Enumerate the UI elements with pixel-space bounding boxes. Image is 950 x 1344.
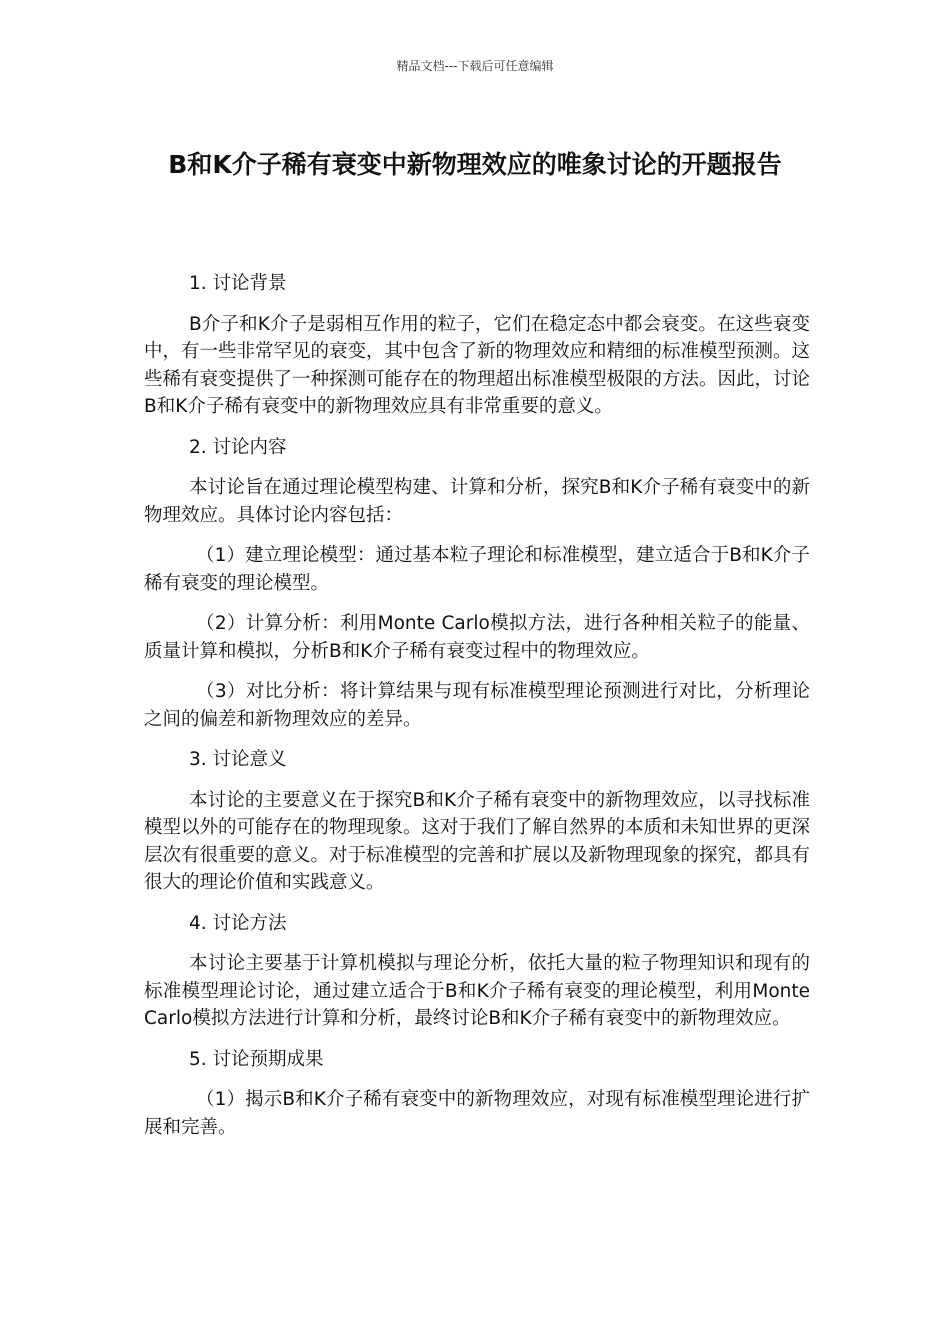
document-body xyxy=(144,270,810,1154)
section-heading-content: 2. 讨论内容 xyxy=(189,436,287,458)
section-heading-expected-results: 5. 讨论预期成果 xyxy=(189,1048,324,1070)
list-item-build-model: （1）建立理论模型：通过基本粒子理论和标准模型，建立适合于B和K介子稀有衰变的理论模型。 xyxy=(144,545,810,594)
list-item-comparison: （3）对比分析：将计算结果与现有标准模型理论预测进行对比，分析理论之间的偏差和新物理效应的差异。 xyxy=(144,681,810,730)
list-item-computation: （2）计算分析：利用Monte Carlo模拟方法，进行各种相关粒子的能量、质量计算和模拟，分析B和K介子稀有衰变过程中的物理效应。 xyxy=(144,613,810,662)
paragraph-content-intro: 本讨论旨在通过理论模型构建、计算和分析，探究B和K介子稀有衰变中的新物理效应。具体讨论内容包括： xyxy=(144,477,810,526)
section-heading-method: 4. 讨论方法 xyxy=(189,912,287,934)
document-title: B和K介子稀有衰变中新物理效应的唯象讨论的开题报告 xyxy=(168,150,782,179)
header-note: 精品文档---下载后可任意编辑 xyxy=(396,59,554,73)
list-item-expected-result: （1）揭示B和K介子稀有衰变中的新物理效应，对现有标准模型理论进行扩展和完善。 xyxy=(144,1089,810,1138)
paragraph-significance: 本讨论的主要意义在于探究B和K介子稀有衰变中的新物理效应，以寻找标准模型以外的可能存在的物理现象。这对于我们了解自然界的本质和未知世界的更深层次有很重要的意义。对于标准模型的完善和扩展以及新物理现象的探究，都具有很大的理论价值和实践意义。 xyxy=(144,789,811,893)
paragraph-background: B介子和K介子是弱相互作用的粒子，它们在稳定态中都会衰变。在这些衰变中，有一些非常罕见的衰变，其中包含了新的物理效应和精细的标准模型预测。这些稀有衰变提供了一种探测可能存在的物理超出标准模型极限的方法。因此，讨论B和K介子稀有衰变中的新物理效应具有非常重要的意义。 xyxy=(144,313,811,417)
section-heading-background: 1. 讨论背景 xyxy=(189,273,287,294)
paragraph-method: 本讨论主要基于计算机模拟与理论分析，依托大量的粒子物理知识和现有的标准模型理论讨论，通过建立适合于B和K介子稀有衰变的理论模型，利用Monte Carlo模拟方法进行计算和分析，最终讨论B和K介子稀有衰变中的新物理效应。 xyxy=(144,953,810,1029)
section-heading-significance: 3. 讨论意义 xyxy=(189,749,287,770)
